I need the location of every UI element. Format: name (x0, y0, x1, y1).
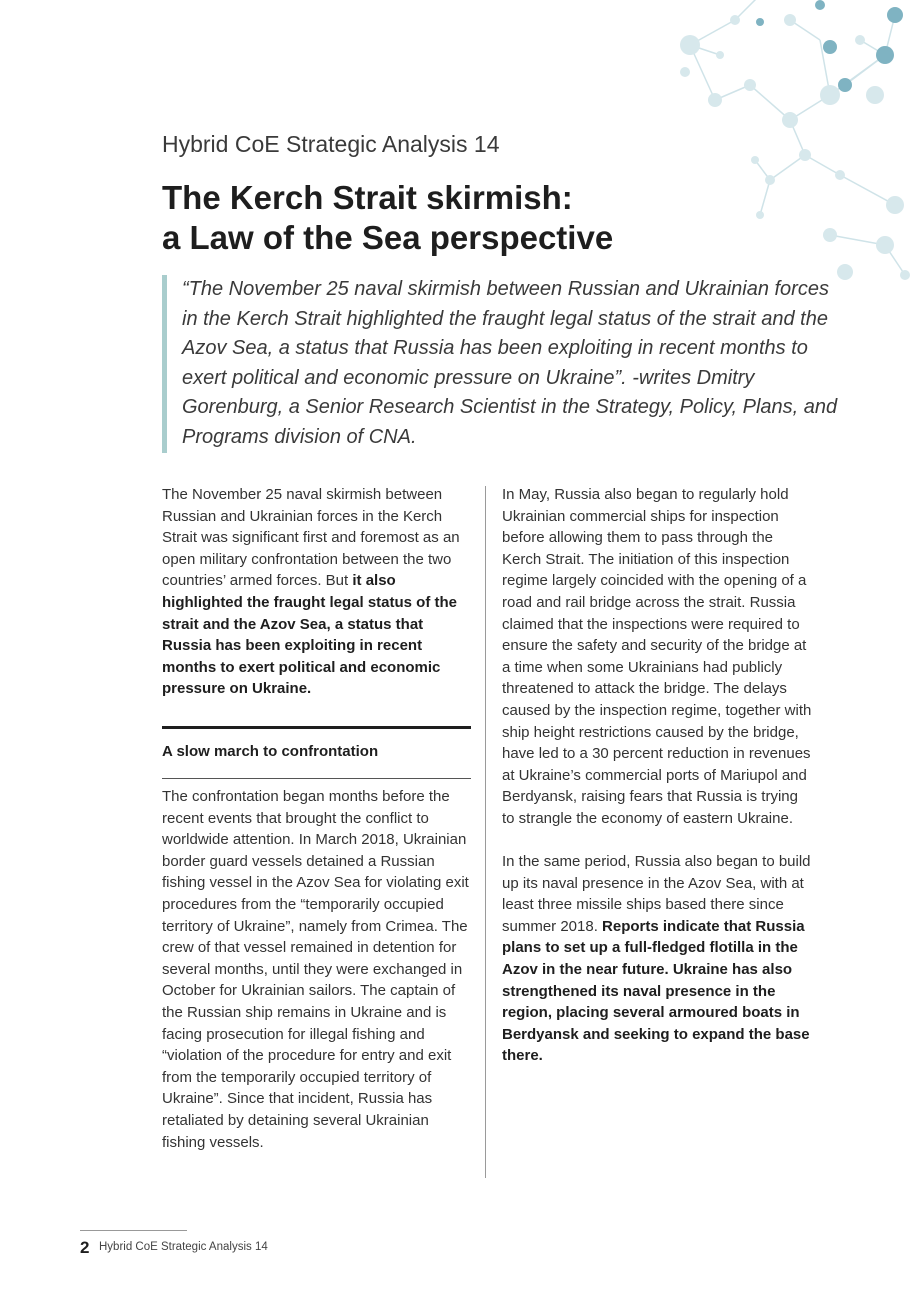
column-divider (485, 486, 486, 1178)
page-number: 2 (80, 1238, 90, 1257)
left-column (162, 484, 470, 700)
title-line-2: a Law of the Sea perspective (162, 219, 614, 256)
intro-text: The November 25 naval skirmish between Russian and Ukrainian forces in the Kerch Strait was significant first and foremost as an open military confrontation between the two countries’ armed forces. But (162, 486, 460, 590)
right-column (502, 484, 812, 1067)
network-decoration (660, 0, 920, 300)
right-paragraph-2-bold: Reports indicate that Russia plans to set up a full-fledged flotilla in the Azov in the near future. Ukraine has also strengthened its naval presence in the region, placing several armoured boats in Berdyansk and seeking to expand the base there. (502, 917, 810, 1065)
section-body (162, 786, 470, 1153)
right-paragraph-2 (502, 851, 812, 1067)
page-title (162, 178, 613, 258)
pull-quote (162, 275, 842, 453)
right-paragraph-1: In May, Russia also began to regularly hold Ukrainian commercial ships for inspection before allowing them to pass through the Kerch Strait. The initiation of this inspection regime largely coincided with the opening of a road and rail bridge across the strait. Russia claimed that the inspections were required to ensure the safety and security of the bridge at a time when some Ukrainians had publicly threatened to attack the bridge. The delays caused by the inspection regime, together with ship height restrictions caused by the bridge, have led to a 30 percent reduction in revenues at Ukraine’s commercial ports of Mariupol and Berdyansk, raising fears that Russia is trying to strangle the economy of eastern Ukraine. (502, 486, 812, 827)
footer-publication: Hybrid CoE Strategic Analysis 14 (99, 1241, 268, 1253)
section-divider-thin (162, 778, 471, 779)
right-paragraph-2-text: In the same period, Russia also began to build up its naval presence in the Azov Sea, with at least three missile ships based there since summer 2018. (502, 853, 811, 935)
section-heading: A slow march to confrontation (162, 743, 379, 760)
pull-quote-text: “The November 25 naval skirmish between Russian and Ukrainian forces in the Kerch Strait highlighted the fraught legal status of the strait and the Azov Sea, a status that Russia has been exploiting in recent months to exert political and economic pressure on Ukraine”. -writes Dmitry Gorenburg, a Senior Research Scientist in the Strategy, Policy, Plans, and Programs division of CNA. (182, 278, 838, 448)
title-line-1: The Kerch Strait skirmish: (162, 179, 573, 216)
section-divider-thick (162, 726, 471, 729)
section-paragraph: The confrontation began months before the recent events that brought the conflict to worldwide attention. In March 2018, Ukrainian border guard vessels detained a Russian fishing vessel in the Azov Sea for violating exit procedures from the “temporarily occupied territory of Ukraine”, namely from Crimea. The crew of that vessel remained in detention for several months, until they were exchanged in October for Ukrainian sailors. The captain of the Russian ship remains in Ukraine and is facing prosecution for illegal fishing and “violation of the procedure for entry and exit from the temporarily occupied territory of Ukraine”. Since that incident, Russia has retaliated by detaining several Ukrainian fishing vessels. (162, 788, 469, 1151)
intro-bold-text: it also highlighted the fraught legal status of the strait and the Azov Sea, a status that Russia has been exploiting in recent months to exert political and economic pressure on Ukraine. (162, 572, 457, 698)
series-label: Hybrid CoE Strategic Analysis 14 (162, 131, 500, 157)
footer-divider (80, 1230, 187, 1231)
intro-paragraph (162, 484, 470, 700)
